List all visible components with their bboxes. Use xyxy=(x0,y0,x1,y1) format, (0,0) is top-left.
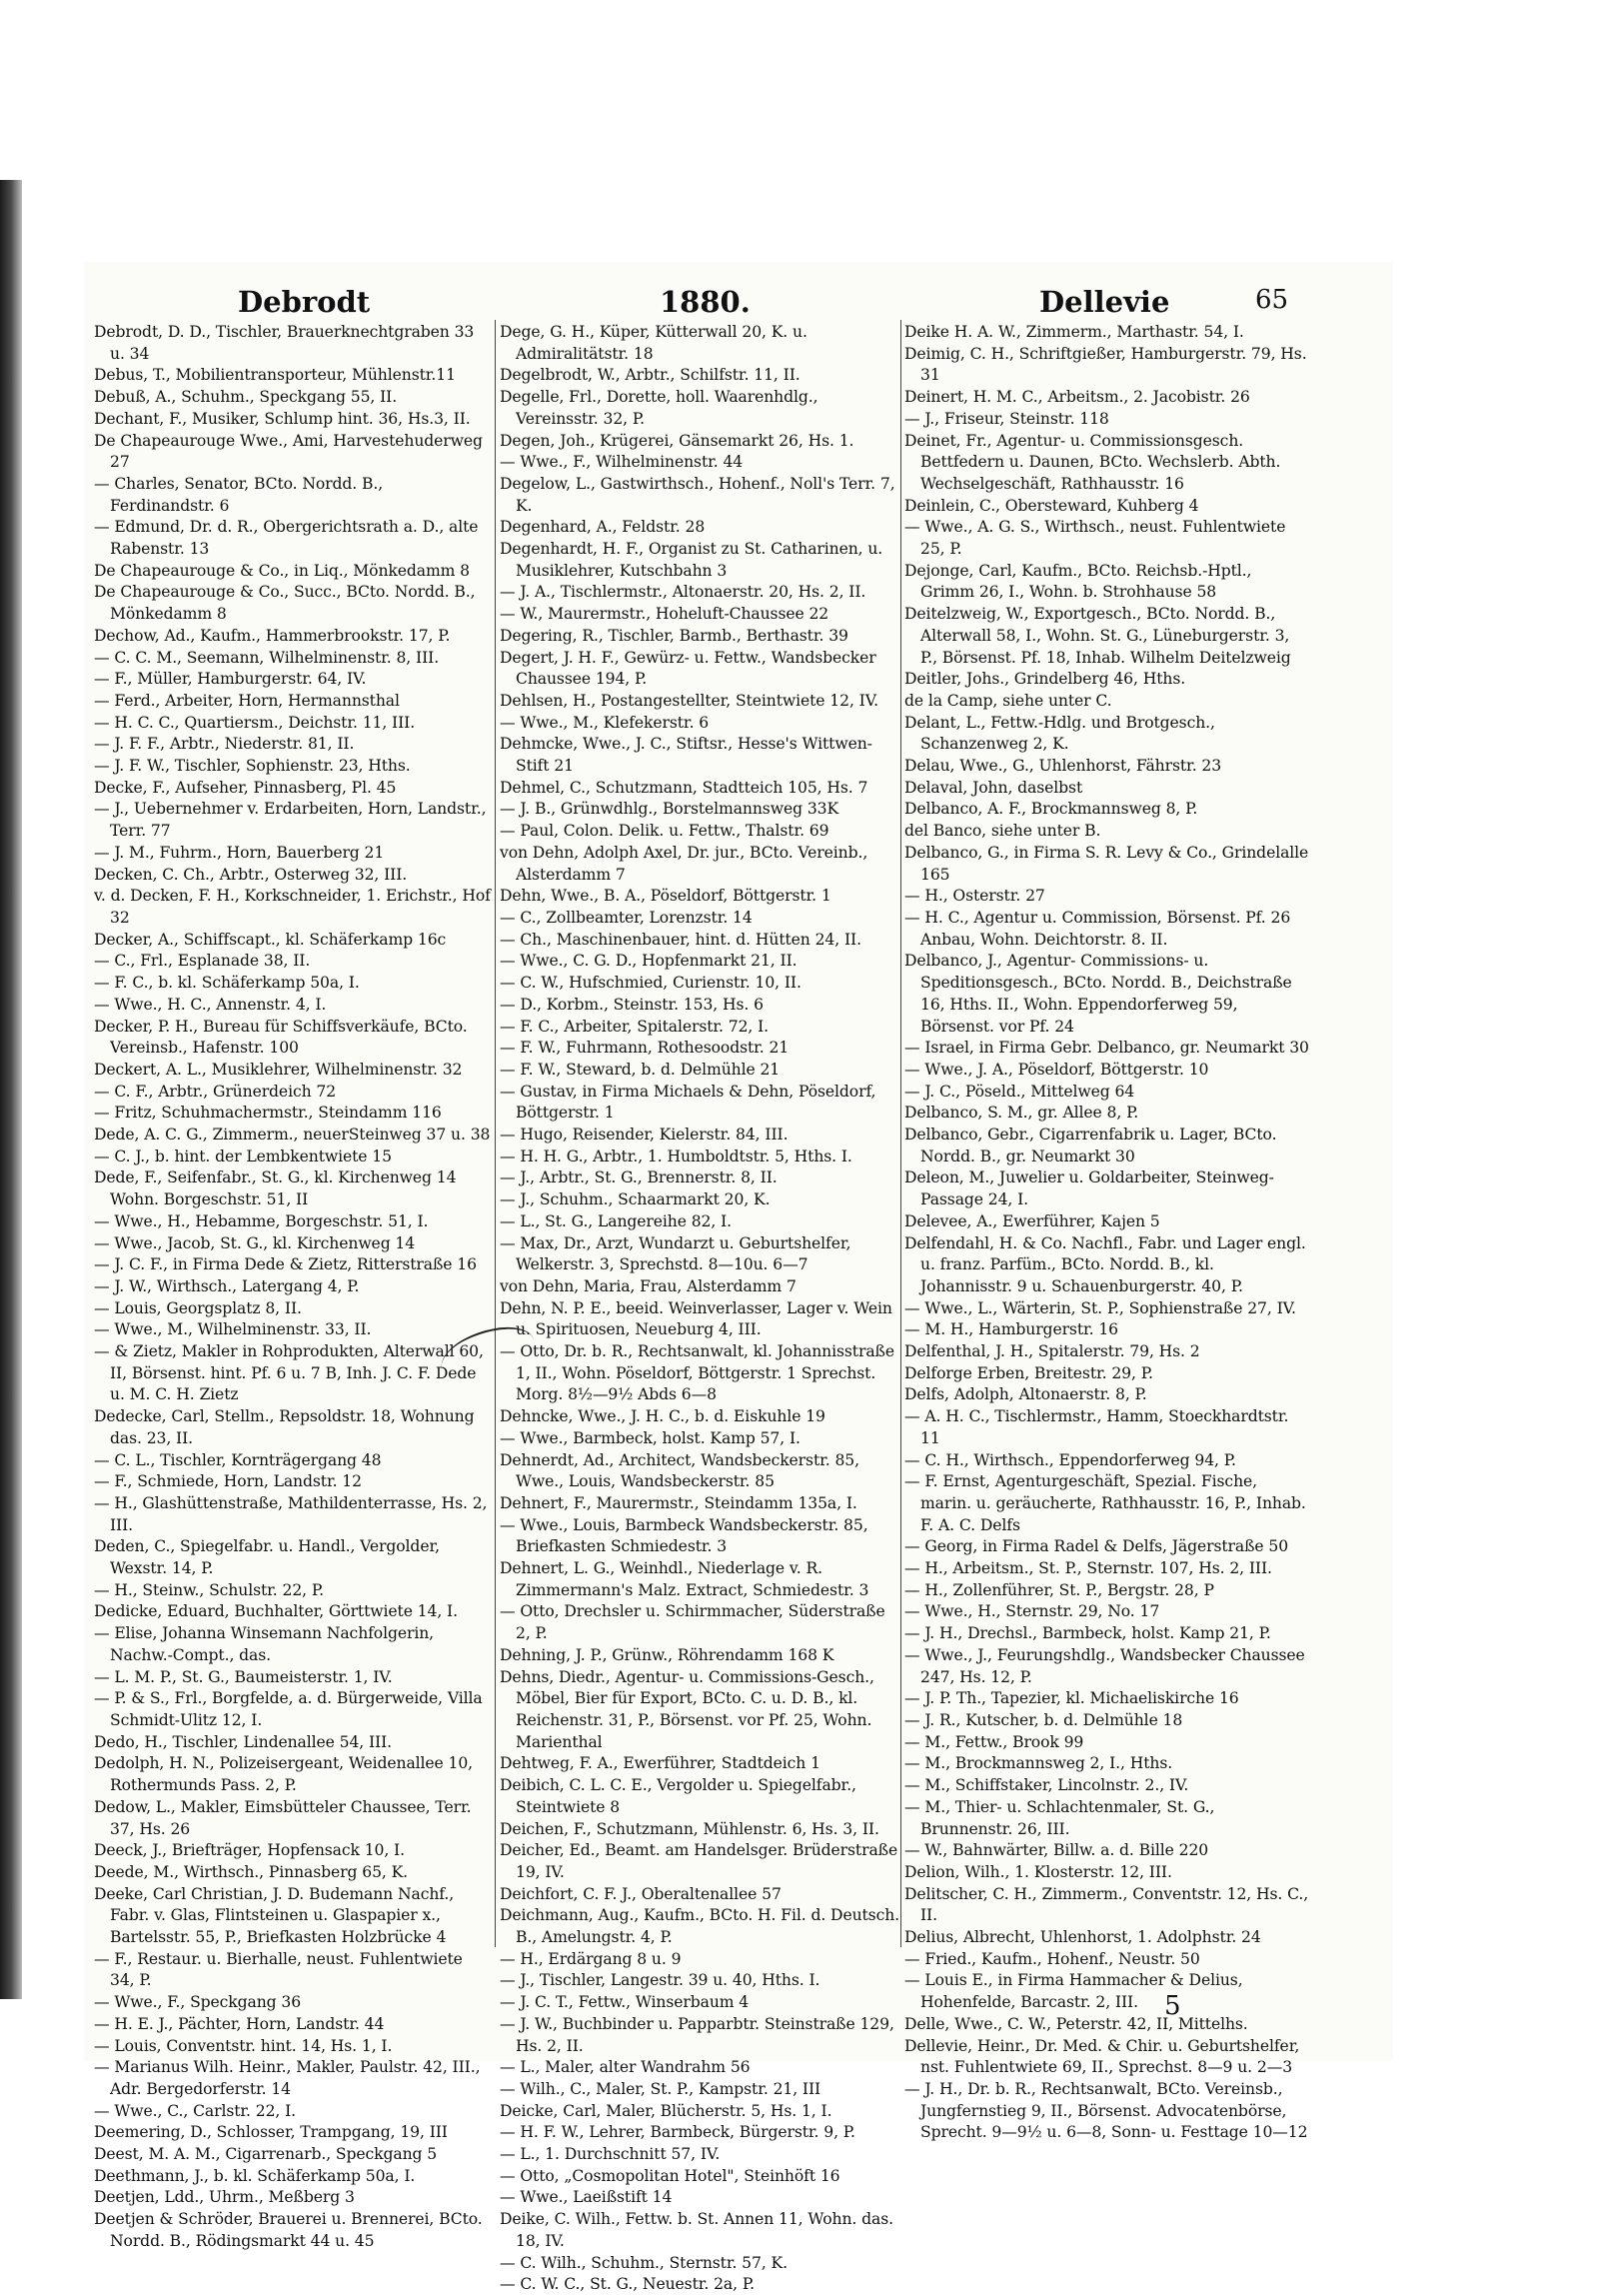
directory-entry: Dechow, Ad., Kaufm., Hammerbrookstr. 17, P. xyxy=(94,626,451,645)
directory-entry: Dedolph, H. N., Polizeisergeant, Weidenallee 10, Rothermunds Pass. 2, P. xyxy=(94,1754,474,1795)
directory-entry: Delbanco, A. F., Brockmannsweg 8, P. xyxy=(904,800,1198,819)
directory-entry: Delforge Erben, Breitestr. 29, P. xyxy=(904,1363,1153,1382)
directory-entry: Deitelzweig, W., Exportgesch., BCto. Nordd. B., Alterwall 58, I., Wohn. St. G., Lüneburgerstr. 3, P., Börsenst. Pf. 18, Inhab. Wilhelm Deitelzweig xyxy=(904,605,1291,667)
directory-entry: — M. H., Hamburgerstr. 16 xyxy=(904,1320,1118,1339)
directory-entry: Deethmann, J., b. kl. Schäferkamp 50a, I. xyxy=(94,2166,416,2185)
directory-entry: — Marianus Wilh. Heinr., Makler, Paulstr. 42, III., Adr. Bergedorferstr. 14 xyxy=(94,2058,481,2098)
directory-entry: Decken, C. Ch., Arbtr., Osterweg 32, III. xyxy=(94,865,408,884)
directory-entry: Delfendahl, H. & Co. Nachfl., Fabr. und Lager engl. u. franz. Parfüm., BCto. Nordd. B., kl. Johannisstr. 9 u. Schauenburgerstr. 40, P. xyxy=(904,1233,1306,1295)
signature-mark: 5 xyxy=(1164,1991,1181,2021)
directory-entry: — H., Steinw., Schulstr. 22, P. xyxy=(94,1580,324,1599)
directory-entry: Dehlsen, H., Postangestellter, Steintwiete 12, IV. xyxy=(500,691,879,710)
directory-entry: Deemering, D., Schlosser, Trampgang, 19, III xyxy=(94,2123,448,2142)
directory-entry: — J. W., Buchbinder u. Papparbtr. Steinstraße 129, Hs. 2, II. xyxy=(500,2014,894,2055)
directory-entry: — J. H., Dr. b. R., Rechtsanwalt, BCto. Vereinsb., Jungfernstieg 9, II., Börsenst. Advocatenbörse, Sprecht. 9—9½ u. 6—8, Sonn- u. Festtage 10—12 xyxy=(904,2079,1308,2142)
directory-entry: Delbanco, G., in Firma S. R. Levy & Co., Grindelalle 165 xyxy=(904,843,1309,884)
directory-entry: — Wwe., C., Carlstr. 22, I. xyxy=(94,2101,297,2120)
directory-entry: Delle, Wwe., C. W., Peterstr. 42, II, Mittelhs. xyxy=(904,2014,1248,2033)
directory-entry: — Fritz, Schuhmachermstr., Steindamm 116 xyxy=(94,1104,442,1123)
directory-entry: — L. M. P., St. G., Baumeisterstr. 1, IV. xyxy=(94,1667,393,1686)
directory-entry: — H. C. C., Quartiersm., Deichstr. 11, III. xyxy=(94,713,416,732)
directory-entry: — H. E. J., Pächter, Horn, Landstr. 44 xyxy=(94,2014,385,2033)
directory-entry: Delitscher, C. H., Zimmerm., Conventstr. 12, Hs. C., II. xyxy=(904,1884,1309,1925)
directory-entry: — J. H., Drechsl., Barmbeck, holst. Kamp 21, P. xyxy=(904,1624,1271,1643)
directory-entry: — C., Frl., Esplanade 38, II. xyxy=(94,952,311,971)
directory-entry: — L., 1. Durchschnitt 57, IV. xyxy=(500,2145,721,2164)
directory-entry: — Ferd., Arbeiter, Horn, Hermannsthal xyxy=(94,691,400,710)
directory-entry: Delevee, A., Ewerführer, Kajen 5 xyxy=(904,1211,1160,1230)
directory-entry: Deinlein, C., Obersteward, Kuhberg 4 xyxy=(904,496,1199,515)
directory-entry: Deicke, Carl, Maler, Blücherstr. 5, Hs. 1, I. xyxy=(500,2101,832,2120)
directory-entry: Delbanco, J., Agentur- Commissions- u. Speditionsgesch., BCto. Nordd. B., Deichstraße 16, Hths. II., Wohn. Eppendorferweg 59, Börsenst. vor Pf. 24 xyxy=(904,952,1292,1036)
directory-entry: Degelbrodt, W., Arbtr., Schilfstr. 11, II. xyxy=(500,366,800,385)
directory-entry: Degelle, Frl., Dorette, holl. Waarenhdlg., Vereinsstr. 32, P. xyxy=(500,388,818,428)
directory-entry: — L., St. G., Langereihe 82, I. xyxy=(500,1211,732,1230)
directory-entry: — H., Osterstr. 27 xyxy=(904,887,1045,906)
directory-entry: — A. H. C., Tischlermstr., Hamm, Stoeckhardtstr. 11 xyxy=(904,1407,1289,1447)
directory-entry: — Ch., Maschinenbauer, hint. d. Hütten 24, II. xyxy=(500,930,861,949)
directory-entry: — J. A., Tischlermstr., Altonaerstr. 20, Hs. 2, II. xyxy=(500,583,866,602)
directory-entry: Deinet, Fr., Agentur- u. Commissionsgesch. Bettfedern u. Daunen, BCto. Wechslerb. Abth. Wechselgeschäft, Rathhausstr. 16 xyxy=(904,431,1281,493)
directory-entry: — J. F. F., Arbtr., Niederstr. 81, II. xyxy=(94,735,355,754)
directory-entry: Dejonge, Carl, Kaufm., BCto. Reichsb.-Hptl., Grimm 26, I., Wohn. b. Strohhause 58 xyxy=(904,561,1252,602)
directory-entry: — Wwe., A. G. S., Wirthsch., neust. Fuhlentwiete 25, P. xyxy=(904,518,1286,559)
directory-entry: — Louis E., in Firma Hammacher & Delius, Hohenfelde, Barcastr. 2, III. xyxy=(904,1971,1243,2012)
directory-entry: Delfenthal, J. H., Spitalerstr. 79, Hs. 2 xyxy=(904,1342,1200,1361)
directory-entry: Dehn, N. P. E., beeid. Weinverlasser, Lager v. Wein u. Spirituosen, Neueburg 4, III. xyxy=(500,1298,892,1339)
directory-entry: Deckert, A. L., Musiklehrer, Wilhelminenstr. 32 xyxy=(94,1060,463,1079)
directory-entry: Dehn, Wwe., B. A., Pöseldorf, Böttgerstr. 1 xyxy=(500,887,831,906)
directory-entry: — Wwe., H., Hebamme, Borgeschstr. 51, I. xyxy=(94,1211,429,1230)
directory-entry: — H. F. W., Lehrer, Barmbeck, Bürgerstr. 9, P. xyxy=(500,2123,855,2142)
directory-entry: Dehns, Diedr., Agentur- u. Commissions-Gesch., Möbel, Bier für Export, BCto. C. u. D. B., kl. Reichenstr. 31, P., Börsenst. vor Pf. 25, Wohn. Marienthal xyxy=(500,1667,874,1751)
directory-entry: — Wwe., Louis, Barmbeck Wandsbeckerstr. 85, Briefkasten Schmiedestr. 3 xyxy=(500,1515,868,1556)
directory-entry: — J. W., Wirthsch., Latergang 4, P. xyxy=(94,1276,360,1295)
directory-entry: — Wwe., J. A., Pöseldorf, Böttgerstr. 10 xyxy=(904,1060,1209,1079)
directory-entry: Delau, Wwe., G., Uhlenhorst, Fährstr. 23 xyxy=(904,757,1222,776)
directory-entry: Deichen, F., Schutzmann, Mühlenstr. 6, Hs. 3, II. xyxy=(500,1819,879,1838)
directory-entry: Deinert, H. M. C., Arbeitsm., 2. Jacobistr. 26 xyxy=(904,388,1250,407)
directory-entry: — H., Erdärgang 8 u. 9 xyxy=(500,1949,682,1968)
directory-entry: Deichfort, C. F. J., Oberaltenallee 57 xyxy=(500,1884,782,1903)
directory-entry: — C. W., Hufschmied, Curienstr. 10, II. xyxy=(500,974,801,993)
directory-entry: — Wilh., C., Maler, St. P., Kampstr. 21, III xyxy=(500,2079,821,2098)
directory-entry: — C. W. C., St. G., Neuestr. 2a, P. xyxy=(500,2275,755,2294)
directory-entry: — Louis, Conventstr. hint. 14, Hs. 1, I. xyxy=(94,2036,393,2055)
directory-entry: Deetjen, Ldd., Uhrm., Meßberg 3 xyxy=(94,2188,355,2207)
directory-entry: — J., Uebernehmer v. Erdarbeiten, Horn, Landstr., Terr. 77 xyxy=(94,800,487,841)
directory-entry: Dehtweg, F. A., Ewerführer, Stadtdeich 1 xyxy=(500,1754,820,1773)
directory-entry: — F., Müller, Hamburgerstr. 64, IV. xyxy=(94,670,367,689)
directory-entry: — M., Brockmannsweg 2, I., Hths. xyxy=(904,1754,1173,1773)
directory-entry: — J., Schuhm., Schaarmarkt 20, K. xyxy=(500,1190,771,1209)
directory-entry: Delbanco, Gebr., Cigarrenfabrik u. Lager, BCto. Nordd. B., gr. Neumarkt 30 xyxy=(904,1126,1277,1165)
directory-entry: — F., Schmiede, Horn, Landstr. 12 xyxy=(94,1472,362,1491)
header-left-keyword: Debrodt xyxy=(238,285,371,319)
directory-entry: Delius, Albrecht, Uhlenhorst, 1. Adolphstr. 24 xyxy=(904,1928,1261,1947)
directory-entry: — L., Maler, alter Wandrahm 56 xyxy=(500,2058,751,2077)
header-year: 1880. xyxy=(660,285,751,319)
directory-entry: — F. Ernst, Agenturgeschäft, Spezial. Fische, marin. u. geräucherte, Rathhausstr. 16, P., Inhab. F. A. C. Delfs xyxy=(904,1472,1306,1534)
directory-entry: — C., Zollbeamter, Lorenzstr. 14 xyxy=(500,908,753,927)
directory-entry: — Otto, „Cosmopolitan Hotel", Steinhöft 16 xyxy=(500,2166,840,2185)
directory-entry: Dellevie, Heinr., Dr. Med. & Chir. u. Geburtshelfer, nst. Fuhlentwiete 69, II., Sprechst. 8—9 u. 2—3 xyxy=(904,2036,1300,2077)
directory-entry: Delbanco, S. M., gr. Allee 8, P. xyxy=(904,1104,1139,1123)
directory-entry: Deede, M., Wirthsch., Pinnasberg 65, K. xyxy=(94,1862,409,1881)
directory-entry: — Otto, Dr. b. R., Rechtsanwalt, kl. Johannisstraße 1, II., Wohn. Pöseldorf, Böttgerstr. 1 Sprechst. Morg. 8½—9½ Abds 6—8 xyxy=(500,1342,894,1404)
directory-entry: Deimig, C. H., Schriftgießer, Hamburgerstr. 79, Hs. 31 xyxy=(904,344,1307,385)
directory-entry: — Louis, Georgsplatz 8, II. xyxy=(94,1298,302,1317)
directory-entry: — Georg, in Firma Radel & Delfs, Jägerstraße 50 xyxy=(904,1537,1289,1556)
directory-entry: — & Zietz, Makler in Rohprodukten, Alterwall 60, II, Börsenst. hint. Pf. 6 u. 7 B, Inh. J. C. F. Dede u. M. C. H. Zietz xyxy=(94,1342,484,1404)
directory-entry: — Charles, Senator, BCto. Nordd. B., Ferdinandstr. 6 xyxy=(94,474,384,515)
directory-entry: Dede, A. C. G., Zimmerm., neuerSteinweg 37 u. 38 xyxy=(94,1126,491,1145)
directory-column-3 xyxy=(904,322,1310,2144)
directory-entry: Debuß, A., Schuhm., Speckgang 55, II. xyxy=(94,388,398,407)
directory-entry: Deicher, Ed., Beamt. am Handelsger. Brüderstraße 19, IV. xyxy=(500,1841,898,1881)
directory-entry: — Israel, in Firma Gebr. Delbanco, gr. Neumarkt 30 xyxy=(904,1039,1309,1058)
directory-entry: — C. J., b. hint. der Lembkentwiete 15 xyxy=(94,1147,392,1165)
directory-entry: Dehmcke, Wwe., J. C., Stiftsr., Hesse's Wittwen-Stift 21 xyxy=(500,735,872,776)
directory-entry: — J. C. T., Fettw., Winserbaum 4 xyxy=(500,1993,750,2012)
directory-entry: — Wwe., M., Wilhelminenstr. 33, II. xyxy=(94,1320,372,1339)
directory-entry: Degen, Joh., Krügerei, Gänsemarkt 26, Hs. 1. xyxy=(500,431,854,450)
directory-entry: — Edmund, Dr. d. R., Obergerichtsrath a. D., alte Rabenstr. 13 xyxy=(94,518,479,559)
directory-entry: — M., Schiffstaker, Lincolnstr. 2., IV. xyxy=(904,1776,1189,1795)
directory-entry: Dedecke, Carl, Stellm., Repsoldstr. 18, Wohnung das. 23, II. xyxy=(94,1407,475,1447)
directory-entry: — Wwe., F., Wilhelminenstr. 44 xyxy=(500,453,744,472)
directory-entry: Degert, J. H. F., Gewürz- u. Fettw., Wandsbecker Chaussee 194, P. xyxy=(500,648,876,689)
directory-entry: Decker, P. H., Bureau für Schiffsverkäufe, BCto. Vereinsb., Hafenstr. 100 xyxy=(94,1017,468,1058)
directory-entry: Dedow, L., Makler, Eimsbütteler Chaussee, Terr. 37, Hs. 26 xyxy=(94,1797,472,1838)
directory-entry: — Wwe., L., Wärterin, St. P., Sophienstraße 27, IV. xyxy=(904,1298,1296,1317)
directory-entry: — F. W., Fuhrmann, Rothesoodstr. 21 xyxy=(500,1039,790,1058)
directory-entry: Debrodt, D. D., Tischler, Brauerknechtgraben 33 u. 34 xyxy=(94,323,475,363)
directory-entry: — Paul, Colon. Delik. u. Fettw., Thalstr. 69 xyxy=(500,822,829,841)
directory-entry: — F., Restaur. u. Bierhalle, neust. Fuhlentwiete 34, P. xyxy=(94,1949,463,1990)
directory-entry: — H. C., Agentur u. Commission, Börsenst. Pf. 26 Anbau, Wohn. Deichtorstr. 8. II. xyxy=(904,908,1291,949)
directory-entry: — J. B., Grünwdhlg., Borstelmannsweg 33K xyxy=(500,800,839,819)
directory-entry: — P. & S., Frl., Borgfelde, a. d. Bürgerweide, Villa Schmidt-Ulitz 12, I. xyxy=(94,1689,483,1729)
directory-entry: — Elise, Johanna Winsemann Nachfolgerin, Nachw.-Compt., das. xyxy=(94,1624,435,1664)
directory-entry: Delaval, John, daselbst xyxy=(904,778,1083,797)
directory-entry: — J. C. F., in Firma Dede & Zietz, Ritterstraße 16 xyxy=(94,1255,477,1274)
directory-entry: — Wwe., F., Speckgang 36 xyxy=(94,1993,302,2012)
directory-entry: — Wwe., C. G. D., Hopfenmarkt 21, II. xyxy=(500,952,798,971)
directory-entry: Deetjen & Schröder, Brauerei u. Brennerei, BCto. Nordd. B., Rödingsmarkt 44 u. 45 xyxy=(94,2210,483,2250)
directory-entry: von Dehn, Adolph Axel, Dr. jur., BCto. Vereinb., Alsterdamm 7 xyxy=(500,843,868,884)
directory-entry: von Dehn, Maria, Frau, Alsterdamm 7 xyxy=(500,1276,797,1295)
book-binding-edge xyxy=(0,180,22,1999)
directory-column-1 xyxy=(94,322,492,2253)
directory-entry: — C. Wilh., Schuhm., Sternstr. 57, K. xyxy=(500,2253,788,2272)
directory-entry: Degelow, L., Gastwirthsch., Hohenf., Noll's Terr. 7, K. xyxy=(500,474,895,515)
directory-entry: — J. P. Th., Tapezier, kl. Michaeliskirche 16 xyxy=(904,1689,1239,1708)
directory-entry: Decker, A., Schiffscapt., kl. Schäferkamp 16c xyxy=(94,930,447,949)
directory-entry: — J. M., Fuhrm., Horn, Bauerberg 21 xyxy=(94,843,385,862)
directory-entry: De Chapeaurouge & Co., Succ., BCto. Nordd. B., Mönkedamm 8 xyxy=(94,583,476,624)
directory-entry: — Max, Dr., Arzt, Wundarzt u. Geburtshelfer, Welkerstr. 3, Sprechstd. 8—10u. 6—7 xyxy=(500,1233,851,1274)
directory-entry: De Chapeaurouge Wwe., Ami, Harvestehuderweg 27 xyxy=(94,431,483,472)
directory-entry: — C. L., Tischler, Kornträgergang 48 xyxy=(94,1450,382,1469)
directory-entry: Dede, F., Seifenfabr., St. G., kl. Kirchenweg 14 Wohn. Borgeschstr. 51, II xyxy=(94,1168,457,1209)
directory-entry: Deden, C., Spiegelfabr. u. Handl., Vergolder, Wexstr. 14, P. xyxy=(94,1537,440,1578)
directory-entry: Dehnert, L. G., Weinhdl., Niederlage v. R. Zimmermann's Malz. Extract, Schmiedestr. 3 xyxy=(500,1559,869,1599)
directory-entry: Deike H. A. W., Zimmerm., Marthastr. 54, I. xyxy=(904,323,1244,341)
directory-entry: — Gustav, in Firma Michaels & Dehn, Pöseldorf, Böttgerstr. 1 xyxy=(500,1082,876,1123)
directory-entry: Dehnerdt, Ad., Architect, Wandsbeckerstr. 85, Wwe., Louis, Wandsbeckerstr. 85 xyxy=(500,1450,859,1491)
directory-entry: — M., Fettw., Brook 99 xyxy=(904,1732,1084,1751)
directory-entry: Deest, M. A. M., Cigarrenarb., Speckgang 5 xyxy=(94,2145,438,2164)
directory-entry: — Wwe., Jacob, St. G., kl. Kirchenweg 14 xyxy=(94,1233,416,1252)
directory-entry: — C. C. M., Seemann, Wilhelminenstr. 8, III. xyxy=(94,648,440,667)
directory-entry: Deeck, J., Briefträger, Hopfensack 10, I. xyxy=(94,1841,405,1860)
directory-entry: — D., Korbm., Steinstr. 153, Hs. 6 xyxy=(500,995,764,1014)
header-right-keyword: Dellevie xyxy=(1039,285,1170,319)
directory-entry: Delant, L., Fettw.-Hdlg. und Brotgesch., Schanzenweg 2, K. xyxy=(904,713,1215,754)
column-divider xyxy=(495,320,496,1947)
directory-entry: Deitler, Johs., Grindelberg 46, Hths. xyxy=(904,670,1186,689)
directory-entry: Delfs, Adolph, Altonaerstr. 8, P. xyxy=(904,1385,1147,1404)
directory-entry: Dehncke, Wwe., J. H. C., b. d. Eiskuhle 19 xyxy=(500,1407,825,1426)
directory-entry: — W., Maurermstr., Hoheluft-Chaussee 22 xyxy=(500,605,829,624)
directory-entry: — C. H., Wirthsch., Eppendorferweg 94, P. xyxy=(904,1450,1236,1469)
directory-entry: Dedicke, Eduard, Buchhalter, Görttwiete 14, I. xyxy=(94,1602,458,1621)
directory-entry: Degenhard, A., Feldstr. 28 xyxy=(500,518,706,537)
directory-entry: Dehnert, F., Maurermstr., Steindamm 135a, I. xyxy=(500,1493,857,1512)
directory-entry: Dedo, H., Tischler, Lindenallee 54, III. xyxy=(94,1732,393,1751)
directory-entry: del Banco, siehe unter B. xyxy=(904,822,1101,841)
directory-entry: — H., Glashüttenstraße, Mathildenterrasse, Hs. 2, III. xyxy=(94,1493,488,1534)
directory-entry: v. d. Decken, F. H., Korkschneider, 1. Erichstr., Hof 32 xyxy=(94,887,491,927)
directory-entry: — H., Arbeitsm., St. P., Sternstr. 107, Hs. 2, III. xyxy=(904,1559,1272,1578)
directory-entry: — J. F. W., Tischler, Sophienstr. 23, Hths. xyxy=(94,757,411,776)
directory-entry: Dehning, J. P., Grünw., Röhrendamm 168 K xyxy=(500,1645,834,1664)
directory-entry: Degering, R., Tischler, Barmb., Berthastr. 39 xyxy=(500,626,848,645)
directory-entry: — H., Zollenführer, St. P., Bergstr. 28, P xyxy=(904,1580,1214,1599)
directory-entry: Degenhardt, H. F., Organist zu St. Catharinen, u. Musiklehrer, Kutschbahn 3 xyxy=(500,540,883,580)
directory-entry: — J. C., Pöseld., Mittelweg 64 xyxy=(904,1082,1135,1101)
directory-entry: — J. R., Kutscher, b. d. Delmühle 18 xyxy=(904,1711,1183,1729)
directory-entry: — J., Friseur, Steinstr. 118 xyxy=(904,409,1109,428)
directory-entry: Dechant, F., Musiker, Schlump hint. 36, Hs.3, II. xyxy=(94,409,471,428)
directory-entry: Deleon, M., Juwelier u. Goldarbeiter, Steinweg-Passage 24, I. xyxy=(904,1168,1274,1209)
directory-entry: — F. W., Steward, b. d. Delmühle 21 xyxy=(500,1060,781,1079)
directory-entry: — Hugo, Reisender, Kielerstr. 84, III. xyxy=(500,1126,789,1145)
directory-entry: — W., Bahnwärter, Billw. a. d. Bille 220 xyxy=(904,1841,1209,1860)
directory-entry: Deibich, C. L. C. E., Vergolder u. Spiegelfabr., Steintwiete 8 xyxy=(500,1776,856,1816)
directory-entry: Delion, Wilh., 1. Klosterstr. 12, III. xyxy=(904,1862,1172,1881)
directory-entry: — Wwe., H., Sternstr. 29, No. 17 xyxy=(904,1602,1160,1621)
directory-entry: — Wwe., H. C., Annenstr. 4, I. xyxy=(94,995,327,1014)
directory-entry: Dehmel, C., Schutzmann, Stadtteich 105, Hs. 7 xyxy=(500,778,868,797)
directory-entry: Decke, F., Aufseher, Pinnasberg, Pl. 45 xyxy=(94,778,397,797)
directory-entry: Deike, C. Wilh., Fettw. b. St. Annen 11, Wohn. das. 18, IV. xyxy=(500,2210,893,2250)
directory-entry: — F. C., b. kl. Schäferkamp 50a, I. xyxy=(94,974,360,993)
directory-entry: De Chapeaurouge & Co., in Liq., Mönkedamm 8 xyxy=(94,561,471,580)
directory-entry: — H. H. G., Arbtr., 1. Humboldtstr. 5, Hths. I. xyxy=(500,1147,852,1165)
directory-entry: — Wwe., M., Klefekerstr. 6 xyxy=(500,713,710,732)
directory-entry: — Wwe., Laeißstift 14 xyxy=(500,2188,673,2207)
directory-entry: — J., Tischler, Langestr. 39 u. 40, Hths. I. xyxy=(500,1971,820,1990)
directory-entry: Deichmann, Aug., Kaufm., BCto. H. Fil. d. Deutsch. B., Amelungstr. 4, P. xyxy=(500,1906,900,1947)
directory-entry: — J., Arbtr., St. G., Brennerstr. 8, II. xyxy=(500,1168,778,1187)
directory-column-2 xyxy=(500,322,901,2296)
directory-entry: de la Camp, siehe unter C. xyxy=(904,691,1112,710)
directory-entry: — M., Thier- u. Schlachtenmaler, St. G., Brunnenstr. 26, III. xyxy=(904,1797,1215,1838)
directory-entry: — Fried., Kaufm., Hohenf., Neustr. 50 xyxy=(904,1949,1200,1968)
directory-entry: Debus, T., Mobilientransporteur, Mühlenstr.11 xyxy=(94,366,456,385)
page-number: 65 xyxy=(1255,285,1289,315)
directory-entry: — F. C., Arbeiter, Spitalerstr. 72, I. xyxy=(500,1017,770,1036)
directory-entry: Deeke, Carl Christian, J. D. Budemann Nachf., Fabr. v. Glas, Flintsteinen u. Glaspapier x., Bartelsstr. 55, P., Briefkasten Holzbrücke 4 xyxy=(94,1884,455,1947)
directory-entry: — C. F., Arbtr., Grünerdeich 72 xyxy=(94,1082,337,1101)
directory-entry: — Wwe., J., Feurungshdlg., Wandsbecker Chaussee 247, Hs. 12, P. xyxy=(904,1645,1305,1686)
directory-entry: — Wwe., Barmbeck, holst. Kamp 57, I. xyxy=(500,1428,800,1447)
directory-entry: Dege, G. H., Küper, Kütterwall 20, K. u. Admiralitätstr. 18 xyxy=(500,323,807,363)
directory-entry: — Otto, Drechsler u. Schirmmacher, Süderstraße 2, P. xyxy=(500,1602,885,1643)
